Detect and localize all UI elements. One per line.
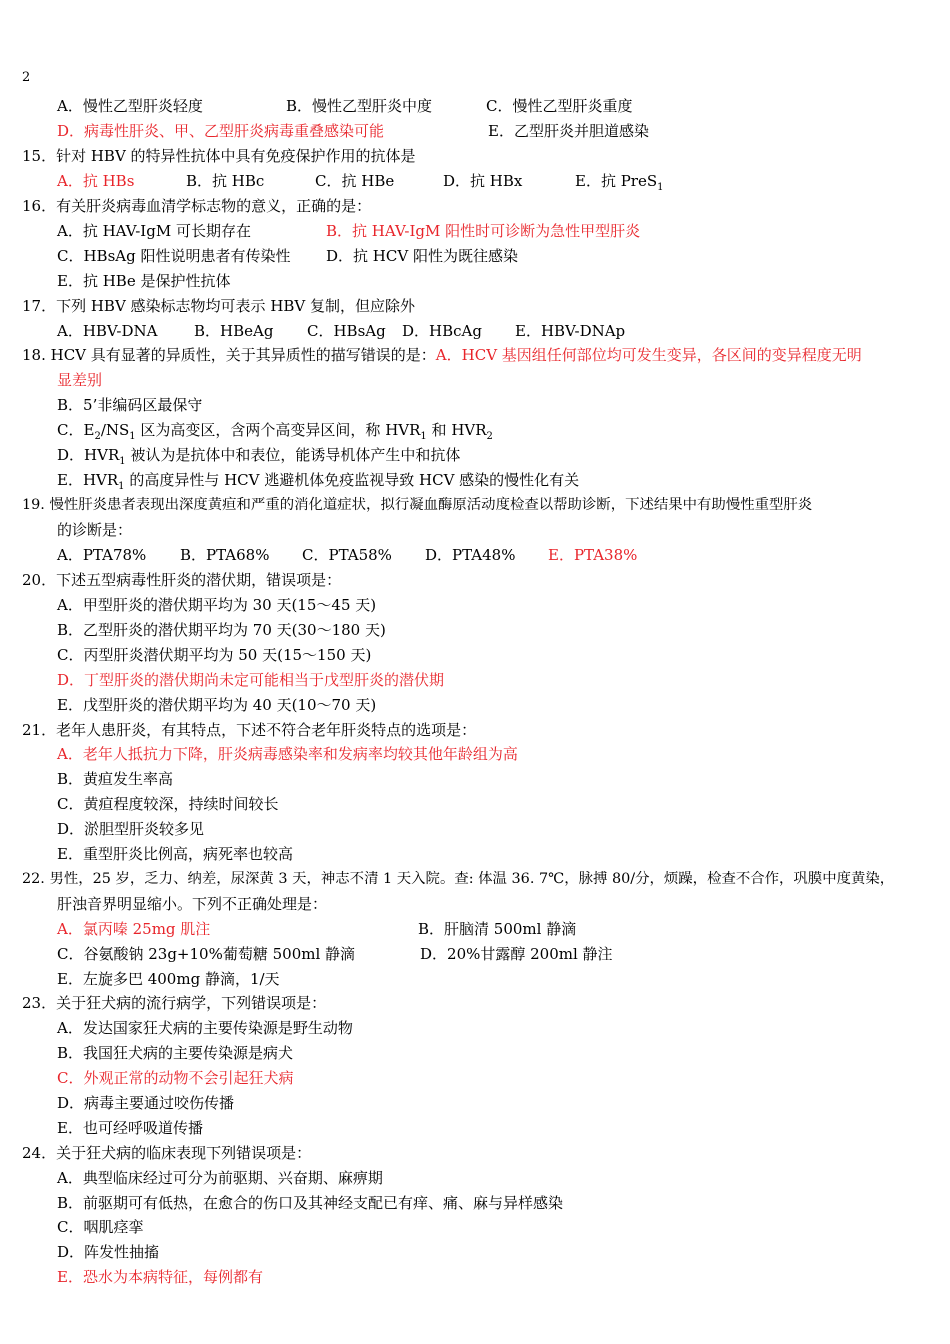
text: 被认为是抗体中和表位，能诱导机体产生中和抗体 [125, 446, 461, 464]
option-c: C．HBsAg [307, 322, 386, 340]
question-23-option-d: D．病毒主要通过咬伤传播 [57, 1094, 235, 1112]
question-18-stem [22, 343, 862, 367]
text: 的高度异性与 HCV 逃避机体免疫监视导致 HCV 感染的慢性化有关 [124, 471, 580, 489]
question-15-stem: 15．针对 HBV 的特异性抗体中具有免疫保护作用的抗体是 [22, 147, 416, 165]
question-24-option-a: A．典型临床经过可分为前驱期、兴奋期、麻痹期 [57, 1169, 383, 1187]
option-d: D．20%甘露醇 200ml 静注 [420, 945, 613, 963]
question-18-option-d [57, 443, 460, 467]
question-16-option-e: E．抗 HBe 是保护性抗体 [57, 272, 231, 290]
text: D．HVR [57, 446, 120, 464]
option-d: D．HBcAg [402, 322, 482, 340]
option-a: A．PTA78% [57, 546, 147, 564]
question-23-option-c-answer: C．外观正常的动物不会引起狂犬病 [57, 1069, 294, 1087]
question-21-option-a-answer: A．老年人抵抗力下降，肝炎病毒感染率和发病率均较其他年龄组为高 [57, 745, 518, 763]
question-22-stem-line2: 肝浊音界明显缩小。下列不正确处理是： [57, 895, 328, 913]
text: C．E [57, 421, 95, 439]
question-22-stem-line1: 22. 男性，25 岁，乏力、纳差，尿深黄 3 天，神志不清 1 天入院。查: 体温 36. 7℃，脉搏 80/分，烦躁，检查不合作，巩膜中度黄染， [22, 871, 895, 887]
question-18-option-e [57, 468, 579, 492]
question-23-option-b: B．我国狂犬病的主要传染源是病犬 [57, 1044, 294, 1062]
question-18-option-c [57, 418, 493, 442]
option-e-answer: E．PTA38% [548, 546, 638, 564]
option-e: E．HBV-DNAp [515, 322, 626, 340]
option-b: B．肝脑清 500ml 静滴 [418, 920, 577, 938]
question-23-option-e: E．也可经呼吸道传播 [57, 1119, 203, 1137]
question-23-stem: 23．关于狂犬病的流行病学，下列错误项是： [22, 994, 327, 1012]
option-a: A．HBV-DNA [57, 322, 158, 340]
question-19-stem-line1: 19. 慢性肝炎患者表现出深度黄疸和严重的消化道症状，拟行凝血酶原活动度检查以帮助诊断，下述结果中有助慢性重型肝炎 [22, 497, 813, 513]
question-20-option-a: A．甲型肝炎的潜伏期平均为 30 天(15～45 天) [57, 596, 377, 614]
subscript: 2 [486, 431, 493, 442]
question-20-option-c: C．丙型肝炎潜伏期平均为 50 天(15～150 天) [57, 646, 372, 664]
option-c: C．PTA58% [302, 546, 392, 564]
question-20-option-d-answer: D．丁型肝炎的潜伏期尚未定可能相当于戊型肝炎的潜伏期 [57, 671, 445, 689]
text: 区为高变区，含两个高变异区间，称 HVR [135, 421, 421, 439]
option-e: E．乙型肝炎并胆道感染 [488, 122, 649, 140]
question-21-option-d: D．淤胆型肝炎较多见 [57, 820, 205, 838]
text: /NS [100, 421, 130, 439]
option-d: D．PTA48% [425, 546, 516, 564]
question-20-option-b: B．乙型肝炎的潜伏期平均为 70 天(30～180 天) [57, 621, 386, 639]
option-b-answer: B．抗 HAV-IgM 阳性时可诊断为急性甲型肝炎 [326, 222, 641, 240]
question-18-text: 18. HCV 具有显著的异质性，关于其异质性的描写错误的是： [22, 346, 436, 364]
question-24-stem: 24．关于狂犬病的临床表现下列错误项是： [22, 1144, 312, 1162]
option-b: B．慢性乙型肝炎中度 [286, 97, 433, 115]
question-24-option-c: C．咽肌痉挛 [57, 1218, 144, 1236]
option-a-answer: A．抗 HBs [57, 172, 135, 190]
question-20-stem: 20．下述五型病毒性肝炎的潜伏期，错误项是： [22, 571, 342, 589]
text: 和 HVR [426, 421, 487, 439]
option-a-answer: A．HCV 基因组任何部位均可发生变异，各区间的变异程度无明 [435, 346, 862, 364]
question-21-option-e: E．重型肝炎比例高，病死率也较高 [57, 845, 293, 863]
page-number: 2 [22, 70, 31, 85]
subscript: 1 [119, 456, 126, 467]
question-20-option-e: E．戊型肝炎的潜伏期平均为 40 天(10～70 天) [57, 696, 377, 714]
option-b: B．HBeAg [194, 322, 274, 340]
option-b: B．PTA68% [180, 546, 270, 564]
option-a-answer-continued: 显差别 [57, 371, 103, 389]
option-d: D．抗 HBx [443, 172, 523, 190]
subscript: 1 [129, 431, 136, 442]
option-a: A．慢性乙型肝炎轻度 [57, 97, 203, 115]
question-21-option-b: B．黄疸发生率高 [57, 770, 174, 788]
option-b: B．抗 HBc [186, 172, 265, 190]
subscript: 2 [94, 431, 101, 442]
option-d: D．抗 HCV 阳性为既往感染 [326, 247, 518, 265]
question-18-option-b: B．5’非编码区最保守 [57, 396, 203, 414]
question-17-stem: 17．下列 HBV 感染标志物均可表示 HBV 复制，但应除外 [22, 297, 416, 315]
subscript: 1 [118, 481, 125, 492]
option-a: A．抗 HAV-IgM 可长期存在 [57, 222, 251, 240]
question-23-option-a: A．发达国家狂犬病的主要传染源是野生动物 [57, 1019, 353, 1037]
option-c: C．慢性乙型肝炎重度 [486, 97, 633, 115]
question-21-option-c: C．黄疸程度较深，持续时间较长 [57, 795, 279, 813]
text: E．HVR [57, 471, 119, 489]
question-21-stem: 21．老年人患肝炎，有其特点，下述不符合老年肝炎特点的选项是： [22, 721, 477, 739]
question-22-option-e: E．左旋多巴 400mg 静滴，1/天 [57, 970, 280, 988]
question-24-option-d: D．阵发性抽搐 [57, 1243, 160, 1261]
question-24-option-b: B．前驱期可有低热，在愈合的伤口及其神经支配已有痒、痛、麻与异样感染 [57, 1194, 564, 1212]
question-24-option-e-answer: E．恐水为本病特征，每例都有 [57, 1268, 263, 1286]
subscript: 1 [420, 431, 427, 442]
question-19-stem-line2: 的诊断是： [57, 521, 133, 539]
option-c: C．HBsAg 阳性说明患者有传染性 [57, 247, 291, 265]
option-a-answer: A．氯丙嗪 25mg 肌注 [57, 920, 211, 938]
option-d-answer: D．病毒性肝炎、甲、乙型肝炎病毒重叠感染可能 [57, 122, 385, 140]
option-e-text: E．抗 PreS [575, 172, 658, 190]
subscript: 1 [657, 182, 664, 193]
question-16-stem: 16．有关肝炎病毒血清学标志物的意义，正确的是： [22, 197, 372, 215]
option-c: C．谷氨酸钠 23g+10%葡萄糖 500ml 静滴 [57, 945, 356, 963]
option-e [575, 169, 664, 200]
option-c: C．抗 HBe [315, 172, 395, 190]
